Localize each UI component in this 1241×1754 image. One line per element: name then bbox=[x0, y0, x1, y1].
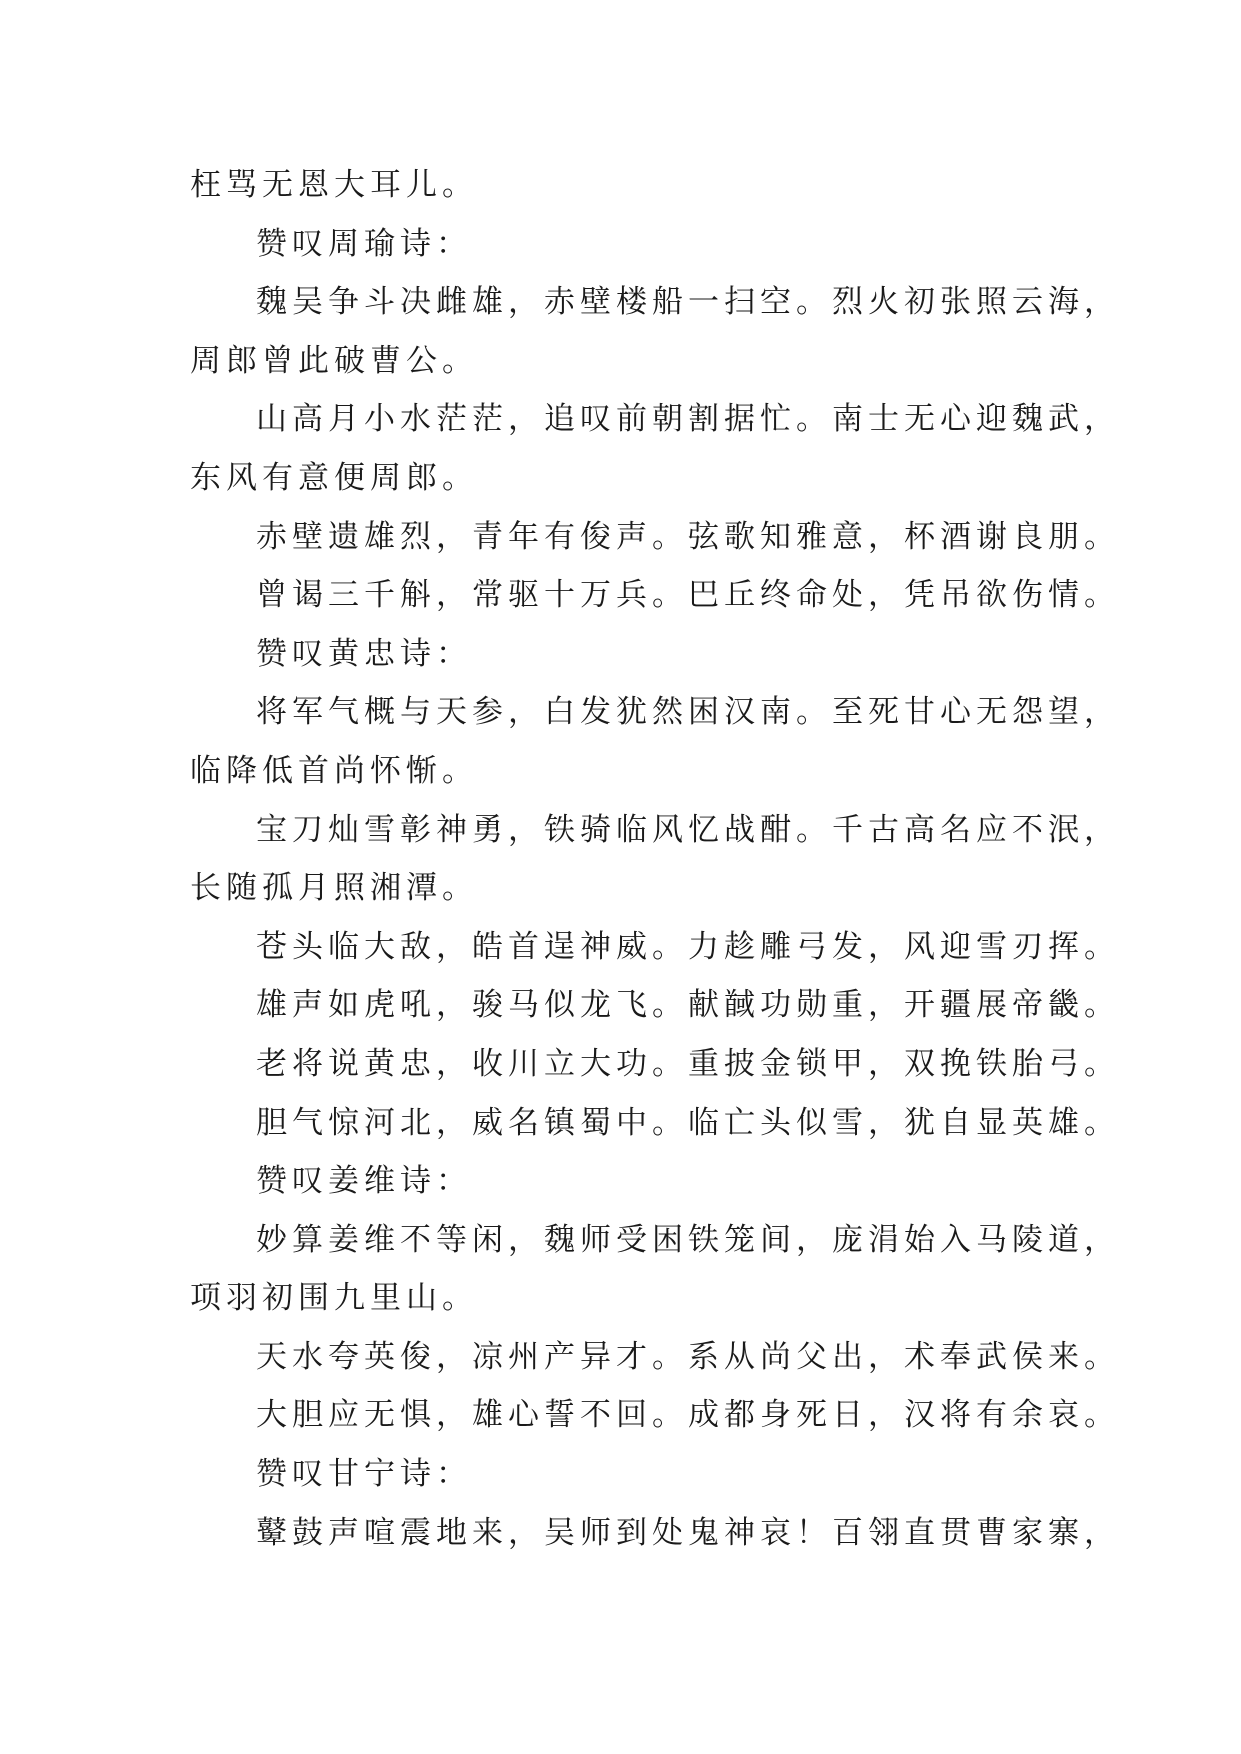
section-heading-gan-ning: 赞叹甘宁诗： bbox=[256, 1456, 472, 1493]
text-line: 项羽初围九里山。 bbox=[190, 1280, 478, 1317]
text-line: 将军气概与天参，白发犹然困汉南。至死甘心无怨望， bbox=[256, 694, 1120, 731]
text-line: 苍头临大敌，皓首逞神威。力趁雕弓发，风迎雪刃挥。 bbox=[256, 928, 1120, 965]
text-line: 老将说黄忠，收川立大功。重披金锁甲，双挽铁胎弓。 bbox=[256, 1045, 1120, 1082]
text-line: 东风有意便周郎。 bbox=[190, 459, 478, 496]
text-line: 雄声如虎吼，骏马似龙飞。献馘功勋重，开疆展帝畿。 bbox=[256, 987, 1120, 1024]
section-heading-huang-zhong: 赞叹黄忠诗： bbox=[256, 635, 472, 672]
text-line: 赤壁遗雄烈，青年有俊声。弦歌知雅意，杯酒谢良朋。 bbox=[256, 518, 1120, 555]
text-line: 魏吴争斗决雌雄，赤壁楼船一扫空。烈火初张照云海， bbox=[256, 284, 1120, 321]
text-line: 周郎曾此破曹公。 bbox=[190, 342, 478, 379]
text-line: 胆气惊河北，威名镇蜀中。临亡头似雪，犹自显英雄。 bbox=[256, 1104, 1120, 1141]
text-line: 临降低首尚怀惭。 bbox=[190, 752, 478, 789]
section-heading-jiang-wei: 赞叹姜维诗： bbox=[256, 1163, 472, 1200]
text-line: 妙算姜维不等闲，魏师受困铁笼间，庞涓始入马陵道， bbox=[256, 1221, 1120, 1258]
text-line: 曾谒三千斛，常驱十万兵。巴丘终命处，凭吊欲伤情。 bbox=[256, 577, 1120, 614]
text-line: 长随孤月照湘潭。 bbox=[190, 870, 478, 907]
text-line: 枉骂无恩大耳儿。 bbox=[190, 167, 478, 203]
section-heading-zhou-yu: 赞叹周瑜诗： bbox=[256, 225, 472, 262]
text-line: 鼙鼓声喧震地来，吴师到处鬼神哀！百翎直贯曹家寨， bbox=[256, 1514, 1120, 1551]
text-line: 天水夸英俊，凉州产异才。系从尚父出，术奉武侯来。 bbox=[256, 1338, 1120, 1375]
text-line: 宝刀灿雪彰神勇，铁骑临风忆战酣。千古高名应不泯， bbox=[256, 811, 1120, 848]
text-line: 山高月小水茫茫，追叹前朝割据忙。南士无心迎魏武， bbox=[256, 401, 1120, 438]
text-line: 大胆应无惧，雄心誓不回。成都身死日，汉将有余哀。 bbox=[256, 1397, 1120, 1434]
poem-text-column bbox=[190, 156, 1120, 1562]
